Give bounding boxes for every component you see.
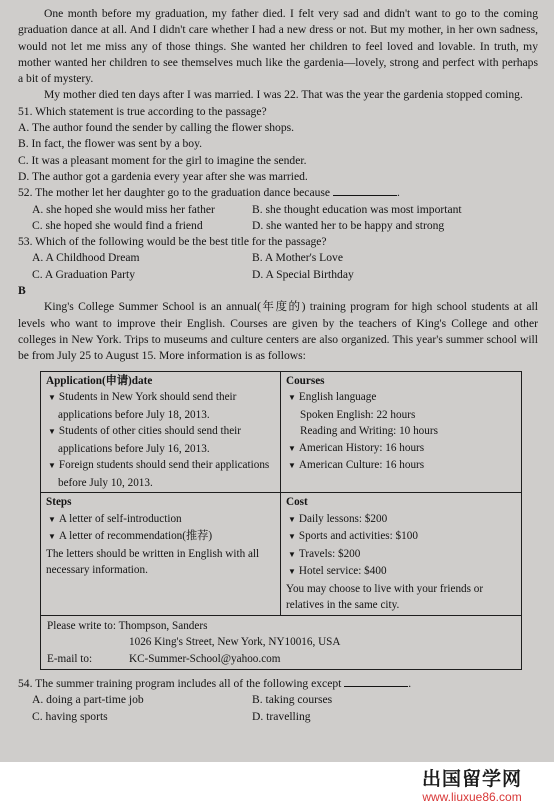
- question-53-options-row-1: [32, 250, 538, 266]
- contact-write-to: Please write to: Thompson, Sanders: [47, 619, 208, 632]
- question-54-options-row-2: [32, 709, 538, 725]
- section-b-intro: King's College Summer School is an annual(年度的) training program for high school students at all levels who want to improve their English. Courses are given by the teachers of King's College and other colleges in New York. Trips to museums and culture centers are also organized. This year's summer school will be from July 25 to August 15. More information is as follows:: [18, 300, 538, 363]
- cost-travels: ▼ Travels: $200: [286, 546, 515, 564]
- question-54-option-a: A. doing a part-time job: [32, 693, 144, 707]
- question-54-option-b: B. taking courses: [252, 693, 333, 707]
- exam-content: [18, 6, 538, 725]
- question-51-option-c: C. It was a pleasant moment for the girl to imagine the sender.: [18, 153, 307, 167]
- steps-title: Steps: [46, 496, 72, 509]
- application-item-other-cities: ▼ Students of other cities should send their applications before July 16, 2013.: [46, 423, 276, 457]
- courses-cell: [281, 372, 519, 493]
- email-address: KC-Summer-School@yahoo.com: [129, 652, 281, 665]
- passage-a-paragraph-2: My mother died ten days after I was married. I was 22. That was the year the gardenia stopped coming.: [44, 88, 523, 102]
- question-54-end: .: [408, 677, 412, 691]
- step-recommendation: ▼ A letter of recommendation(推荐): [46, 528, 276, 546]
- question-53-option-d: D. A Special Birthday: [252, 267, 354, 281]
- site-watermark: [402, 768, 542, 805]
- step-self-introduction: ▼ A letter of self-introduction: [46, 511, 276, 529]
- table-row: [41, 372, 521, 493]
- course-reading-writing: Reading and Writing: 10 hours: [300, 425, 438, 438]
- course-english: ▼ English language: [286, 389, 515, 407]
- question-51-option-d: D. The author got a gardenia every year after she was married.: [18, 169, 308, 183]
- course-spoken-english: Spoken English: 22 hours: [300, 408, 416, 421]
- application-title: Application(申请)date: [46, 374, 153, 387]
- table-row: [41, 615, 521, 670]
- question-54-options-row-1: [32, 692, 538, 708]
- question-52-line: [18, 185, 538, 201]
- cost-title: Cost: [286, 496, 308, 509]
- question-51-option-b: B. In fact, the flower was sent by a boy.: [18, 137, 203, 151]
- question-52-option-d: D. she wanted her to be happy and strong: [252, 218, 445, 232]
- question-52-options-row-1: [32, 202, 538, 218]
- question-52-end: .: [396, 186, 400, 200]
- contact-email-line: [47, 651, 515, 668]
- question-53-options-row-2: [32, 267, 538, 283]
- contact-address: 1026 King's Street, New York, NY10016, USA: [129, 636, 341, 649]
- course-american-culture: ▼ American Culture: 16 hours: [286, 457, 515, 475]
- question-52: [18, 185, 538, 234]
- question-51-stem: 51. Which statement is true according to the passage?: [18, 104, 267, 118]
- question-54: [18, 676, 538, 725]
- question-52-options-row-2: [32, 218, 538, 234]
- application-item-new-york: ▼ Students in New York should send their applications before July 18, 2013.: [46, 389, 276, 423]
- email-label: E-mail to:: [47, 652, 93, 665]
- question-54-stem: 54. The summer training program includes all of the following except: [18, 677, 342, 691]
- answer-blank: [333, 185, 397, 196]
- brand-name: 出国留学网: [421, 768, 522, 790]
- contact-cell: [41, 616, 521, 670]
- section-b-heading: B: [18, 284, 26, 298]
- question-52-option-c: C. she hoped she would find a friend: [32, 218, 203, 232]
- question-54-line: [18, 676, 538, 692]
- cost-hotel: ▼ Hotel service: $400: [286, 563, 515, 581]
- question-53: [18, 234, 538, 283]
- question-52-option-a: A. she hoped she would miss her father: [32, 202, 215, 216]
- table-row: [41, 492, 521, 615]
- question-52-stem: 52. The mother let her daughter go to the graduation dance because: [18, 186, 331, 200]
- question-53-option-a: A. A Childhood Dream: [32, 251, 140, 265]
- courses-title: Courses: [286, 374, 325, 387]
- cost-cell: [281, 493, 519, 615]
- application-cell: [41, 372, 281, 493]
- question-53-stem: 53. Which of the following would be the best title for the passage?: [18, 235, 327, 249]
- application-item-foreign: ▼ Foreign students should send their applications before July 10, 2013.: [46, 457, 276, 491]
- course-american-history: ▼ American History: 16 hours: [286, 440, 515, 458]
- question-52-option-b: B. she thought education was most important: [252, 202, 462, 216]
- cost-daily-lessons: ▼ Daily lessons: $200: [286, 511, 515, 529]
- answer-blank: [344, 676, 408, 687]
- question-54-option-c: C. having sports: [32, 709, 108, 723]
- question-54-option-d: D. travelling: [252, 709, 311, 723]
- question-53-option-b: B. A Mother's Love: [252, 251, 343, 265]
- cost-sports: ▼ Sports and activities: $100: [286, 528, 515, 546]
- cost-note: You may choose to live with your friends or relatives in the same city.: [286, 582, 484, 612]
- question-51-option-a: A. The author found the sender by calling the flower shops.: [18, 121, 295, 135]
- brand-url: www.liuxue86.com: [422, 790, 522, 804]
- question-53-option-c: C. A Graduation Party: [32, 267, 136, 281]
- steps-note: The letters should be written in English with all necessary information.: [46, 547, 260, 577]
- steps-cell: [41, 493, 281, 615]
- passage-a-paragraph-1: One month before my graduation, my father died. I felt very sad and didn't want to go to the coming graduation dance at all. And I didn't care whether I had a new dress or not. But my mother, in her own sadness, would not let me miss any of those things. She wanted her children to feel loved and lovable. In truth, my mother wanted her children to see themselves much like the gardenia—lovely, strong and perfect with perhaps a bit of mystery.: [18, 7, 538, 86]
- summer-school-table: [40, 371, 522, 671]
- question-51: [18, 104, 538, 185]
